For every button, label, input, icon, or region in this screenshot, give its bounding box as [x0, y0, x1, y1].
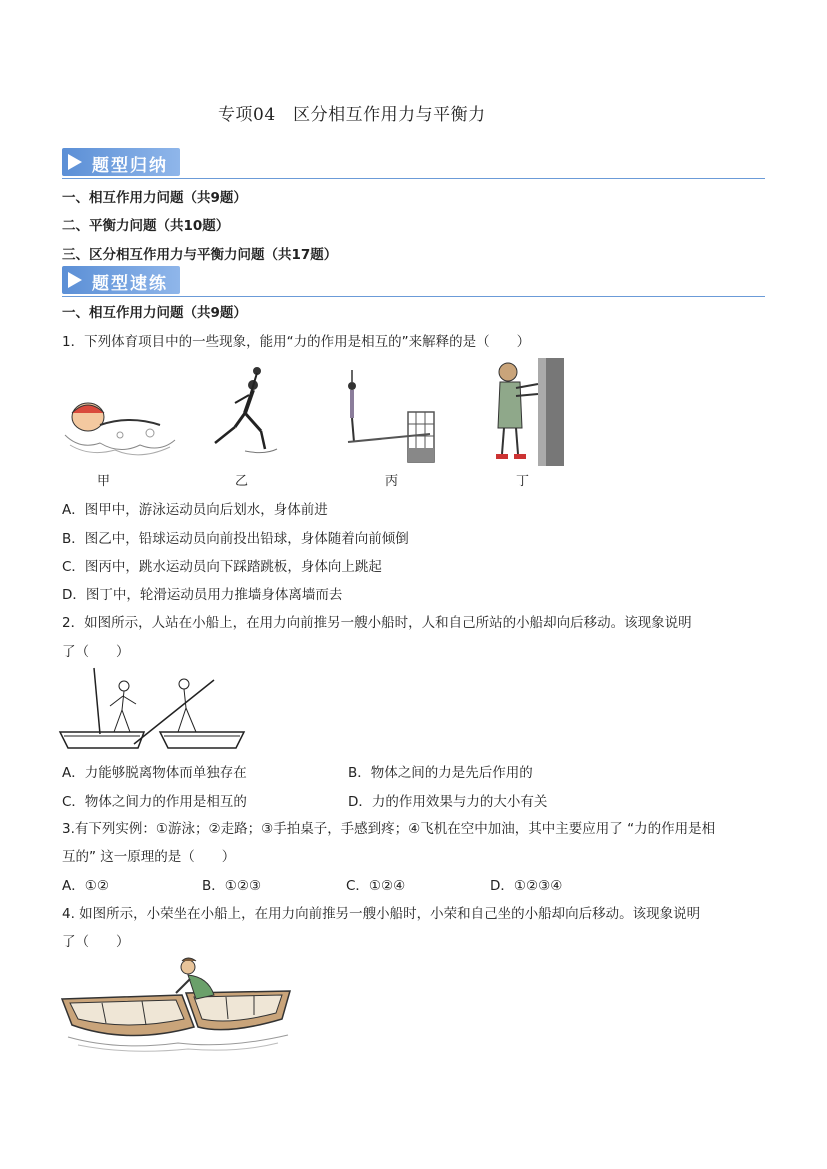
- toc-item: 一、相互作用力问题（共9题）: [62, 190, 247, 206]
- swimmer-figure: [60, 395, 180, 465]
- option: B．图乙中，铅球运动员向前投出铅球，身体随着向前倾倒: [62, 531, 409, 547]
- option: C．物体之间力的作用是相互的: [62, 794, 247, 810]
- diving-figure: [340, 368, 440, 468]
- skater-wall-figure: [490, 358, 570, 468]
- option: A．力能够脱离物体而单独存在: [62, 765, 247, 781]
- toc-item: 三、区分相互作用力与平衡力问题（共17题）: [62, 247, 338, 263]
- toc-item: 二、平衡力问题（共10题）: [62, 218, 230, 234]
- boy-boats-figure: [58, 955, 298, 1055]
- arrow-icon: [68, 154, 82, 170]
- question-3-stem: 互的” 这一原理的是（ ）: [62, 849, 236, 865]
- option: B．物体之间的力是先后作用的: [348, 765, 533, 781]
- option: C．图丙中，跳水运动员向下踩踏跳板，身体向上跳起: [62, 559, 382, 575]
- caption-yi: 乙: [235, 474, 249, 489]
- question-2-stem: 2．如图所示，人站在小船上，在用力向前推另一艘小船时，人和自己所站的小船却向后移动。该现象说明: [62, 615, 692, 631]
- arrow-icon: [68, 272, 82, 288]
- banner-summary-label: 题型归纳: [92, 156, 168, 176]
- caption-bing: 丙: [385, 474, 399, 489]
- option: C．①②④: [346, 878, 406, 894]
- option: D．图丁中，轮滑运动员用力推墙身体离墙而去: [62, 587, 343, 603]
- shot-put-figure: [205, 365, 285, 455]
- question-2-stem: 了（ ）: [62, 644, 130, 660]
- section-heading: 一、相互作用力问题（共9题）: [62, 305, 247, 321]
- option: A．图甲中，游泳运动员向后划水，身体前进: [62, 502, 328, 518]
- caption-jia: 甲: [97, 474, 111, 489]
- option: D．力的作用效果与力的大小有关: [348, 794, 548, 810]
- option: D．①②③④: [490, 878, 563, 894]
- question-1-stem: 1．下列体育项目中的一些现象，能用“力的作用是相互的”来解释的是（ ）: [62, 334, 531, 350]
- divider: [62, 296, 765, 297]
- question-4-stem: 4. 如图所示，小荣坐在小船上，在用力向前推另一艘小船时，小荣和自己坐的小船却向后移动。该现象说明: [62, 906, 701, 922]
- option: B．①②③: [202, 878, 262, 894]
- option: A．①②: [62, 878, 109, 894]
- caption-ding: 丁: [516, 474, 530, 489]
- two-boats-figure: [58, 668, 248, 752]
- divider: [62, 178, 765, 179]
- banner-practice-label: 题型速练: [92, 274, 168, 294]
- question-3-stem: 3.有下列实例：①游泳；②走路；③手拍桌子，手感到疼；④飞机在空中加油，其中主要应用了 “力的作用是相: [62, 821, 716, 837]
- question-4-stem: 了（ ）: [62, 934, 130, 950]
